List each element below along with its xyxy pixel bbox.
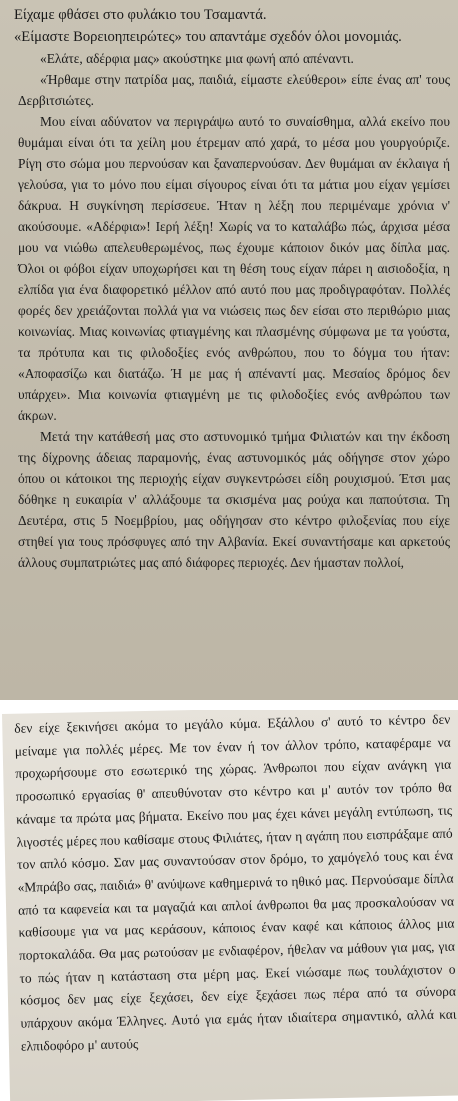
intro-line-1: Είχαμε φθάσει στο φυλάκιο του Τσαμαντά.	[14, 7, 267, 23]
intro-line-2: «Είμαστε Βορειοηπειρώτες» του απαντάμε σχεδόν όλοι μονομιάς.	[14, 29, 402, 45]
paragraph-3: Μου είναι αδύνατον να περιγράψω αυτό το συναίσθημα, αλλά εκείνο που θυμάμαι είναι ότι τα χείλη μου έτρεμαν από χαρά, το μέσα μου γουργούριζε. Ρίγη στο σώμα μου περνούσαν και ξαναπερνούσαν. Δεν θυμάμαι αν έκλαιγα ή γελούσα, για το μόνο που είμαι σίγουρος είναι ότι τα μάτια μου είχαν γεμίσει δάκρυα. Η συγκίνηση περίσσευε. Ήταν η λέξη που περιμέναμε χρόνια ν' ακούσουμε. «Αδέρφια»! Ιερή λέξη! Χωρίς να το καταλάβω πώς, άρχισα μέσα μου να νιώθω απελευθερωμένος, πως έχουμε κάποιον δικόν μας δίπλα μας. Όλοι οι φόβοι είχαν υποχωρήσει και τη θέση τους είχαν πάρει η αισιοδοξία, η ελπίδα για ένα διαφορετικό μέλλον από αυτό που μας προδιγραφόταν. Πολλές φορές δεν χρειάζονται πολλά για να νιώσεις πως δεν είσαι στο περιθώριο μιας κοινωνίας. Μιας κοινωνίας φτιαγμένης και πλασμένης σύμφωνα με τα γούστα, τα πρότυπα και τις φιλοδοξίες ενός ανθρώπου, που το δόγμα του ήταν: «Αποφασίζω και διατάζω. Ή με μας ή απέναντί μας. Μεσαίος δρόμος δεν υπάρχει». Μια κοινωνία φτιαγμένη με τις φιλοδοξίες ενός ανθρώπου των άκρων.	[18, 114, 450, 423]
page-bottom-scan	[2, 710, 458, 1101]
paragraph-1: «Ελάτε, αδέρφια μας» ακούστηκε μια φωνή από απέναντι.	[40, 51, 354, 66]
page-gap	[0, 700, 458, 710]
paragraph-4: Μετά την κατάθεσή μας στο αστυνομικό τμήμα Φιλιατών και την έκδοση της δίχρονης άδειας παραμονής, ένας αστυνομικός μάς οδήγησε στον χώρο όπου οι κάτοικοι της περιοχής είχαν συγκεντρώσει είδη ρουχισμού. Έτσι μας δόθηκε η ευκαιρία ν' αλλάξουμε τα σκισμένα μας ρούχα και παπούτσια. Τη Δευτέρα, στις 5 Νοεμβρίου, μας οδήγησαν στο κέντρο φιλοξενίας που είχε στηθεί για τους πρόσφυγες από την Αλβανία. Εκεί συναντήσαμε και αρκετούς άλλους συμπατριώτες μας από διάφορες περιοχές. Δεν ήμασταν πολλοί,	[18, 429, 450, 570]
paragraph-2: «Ήρθαμε στην πατρίδα μας, παιδιά, είμαστε ελεύθεροι» είπε ένας απ' τους Δερβιτσιώτες.	[18, 72, 450, 108]
page-bottom-frame	[0, 710, 458, 1101]
paragraph-continued: δεν είχε ξεκινήσει ακόμα το μεγάλο κύμα. Εξάλλου σ' αυτό το κέντρο δεν μείναμε για πολλές μέρες. Με τον έναν ή τον άλλον τρόπο, καταφέραμε να προχωρήσουμε στο εσωτερικό της χώρας. Άνθρωποι που είχαν ανάγκη για προσωπικό εργασίας θ' απευθύνοταν στο κέντρο και μ' αυτόν τον τρόπο θα κάναμε τα πρώτα μας βήματα. Εκείνο που μας έχει κάνει μεγάλη εντύπωση, τις λιγοστές μέρες που καθίσαμε στους Φιλιάτες, ήταν η αγάπη που εισπράξαμε από τον απλό κόσμο. Σαν μας συναντούσαν στον δρόμο, το χαμόγελό τους και ένα «Μπράβο σας, παιδιά» θ' ανύψωνε καθημερινά το ηθικό μας. Περνούσαμε δίπλα από τα καφενεία και τα μαγαζιά και απλοί άνθρωποι θα μας προσκαλούσαν να καθίσουμε για να μας κεράσουν, κάποιος έναν καφέ και κάποιος άλλος μια πορτοκαλάδα. Θα μας ρωτούσαν με ενδιαφέρον, ήθελαν να μάθουν για μας, για το πώς ήταν η κατάσταση στα μέρη μας. Εκεί νιώσαμε πως τουλάχιστον ο κόσμος δεν μας είχε ξεχάσει, δεν είχε ξεχάσει πως πέρα από τα σύνορα υπάρχουν ακόμα Έλληνες. Αυτό για εμάς ήταν ιδιαίτερα σημαντικό, αλλά και ελπιδοφόρο μ' αυτούς	[14, 711, 457, 1054]
